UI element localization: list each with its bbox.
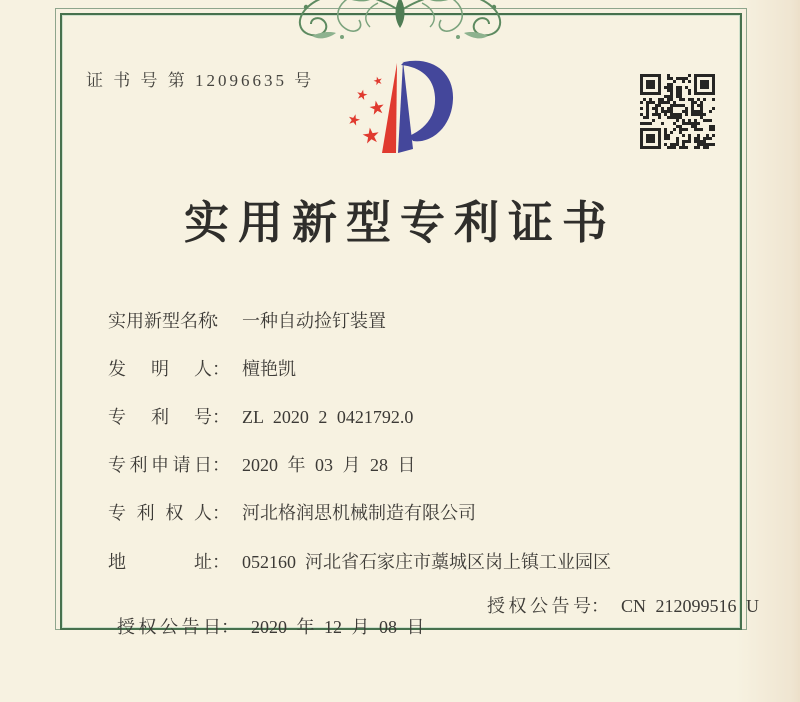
field-colon: ： xyxy=(221,617,239,637)
field-label: 专利申请日 xyxy=(108,455,212,475)
field-colon: ： xyxy=(591,596,609,616)
green-scroll-ornament-icon xyxy=(250,0,550,43)
field-label: 授权公告日 xyxy=(117,617,221,637)
field-label: 地址 xyxy=(108,552,212,572)
field-label: 发明人 xyxy=(108,359,212,379)
ornament-center-leaf xyxy=(396,0,405,28)
cnipa-patent-logo-icon xyxy=(334,54,464,168)
field-label: 授权公告号 xyxy=(487,596,591,616)
logo-blue-wedge xyxy=(398,61,413,153)
grant-number-pair xyxy=(460,571,759,639)
field-colon: ： xyxy=(212,503,230,523)
field-value: 一种自动捡钉装置 xyxy=(242,311,386,331)
field-value: 052160 河北省石家庄市藁城区岗上镇工业园区 xyxy=(242,552,611,572)
field-value: 河北格润思机械制造有限公司 xyxy=(242,503,476,523)
field-label: 专利权人 xyxy=(108,503,212,523)
field-value: 檀艳凯 xyxy=(242,359,296,379)
field-colon: ： xyxy=(212,455,230,475)
field-row-grant xyxy=(90,571,760,702)
field-colon: ： xyxy=(212,311,230,331)
field-value: CN 212099516 U xyxy=(621,596,760,616)
field-value: 2020 年 03 月 28 日 xyxy=(242,455,416,475)
field-colon: ： xyxy=(212,552,230,572)
logo-stars xyxy=(347,76,385,144)
field-label: 实用新型名称 xyxy=(108,311,216,331)
field-value: 2020 年 12 月 08 日 xyxy=(251,617,425,637)
logo-red-wedge xyxy=(382,63,397,153)
qr-code xyxy=(640,74,715,149)
field-value: ZL 2020 2 0421792.0 xyxy=(242,407,414,427)
certificate-number: 证 书 号 第 12096635 号 xyxy=(86,71,315,90)
certificate-title: 实用新型专利证书 xyxy=(183,198,616,248)
field-colon: ： xyxy=(212,359,230,379)
grant-date-pair xyxy=(90,617,425,659)
field-colon: ： xyxy=(212,407,230,427)
field-label: 专利号 xyxy=(108,407,212,427)
